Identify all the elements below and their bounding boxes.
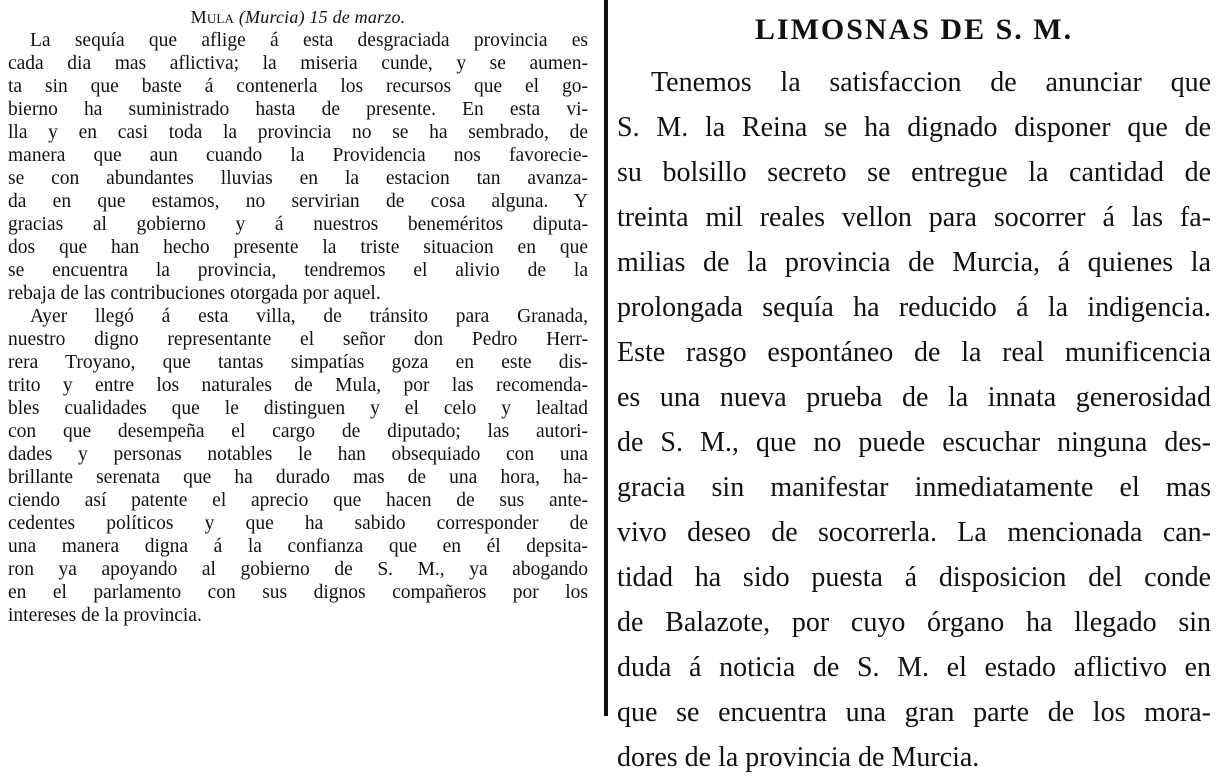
text-line: ta sin que baste á contenerla los recursos que el go-	[8, 76, 588, 97]
text-line: de S. M., que no puede escuchar ninguna des-	[617, 427, 1211, 458]
left-paragraph-1	[6, 29, 590, 305]
text-line: manera que aun cuando la Providencia nos favorecie-	[8, 145, 588, 166]
article-title: LIMOSNAS DE S. M.	[754, 13, 1074, 46]
left-paragraph-2	[6, 305, 590, 627]
text-line: en el parlamento con sus dignos compañeros por los	[8, 582, 588, 603]
text-line: La sequía que aflige á esta desgraciada provincia es	[30, 30, 588, 51]
text-line: cedentes políticos y que ha sabido corresponder de	[8, 513, 588, 534]
text-line: treinta mil reales vellon para socorrer á las fa-	[617, 202, 1211, 233]
text-line: lla y en casi toda la provincia no se ha sembrado, de	[8, 122, 588, 143]
column-rule	[604, 0, 608, 716]
text-line: Este rasgo espontáneo de la real munificencia	[617, 337, 1211, 368]
text-line: su bolsillo secreto se entregue la cantidad de	[617, 157, 1211, 188]
right-column	[617, 10, 1211, 773]
text-line: se con abundantes lluvias en la estacion tan avanza-	[8, 168, 588, 189]
text-line: bierno ha suministrado hasta de presente. En esta vi-	[8, 99, 588, 120]
text-line: prolongada sequía ha reducido á la indigencia.	[617, 292, 1211, 323]
text-line: dades y personas notables le han obsequiado con una	[8, 444, 588, 465]
text-line: Tenemos la satisfaccion de anunciar que	[651, 67, 1211, 98]
text-line: intereses de la provincia.	[8, 605, 202, 626]
text-line: ron ya apoyando al gobierno de S. M., ya abogando	[8, 559, 588, 580]
text-line: dos que han hecho presente la triste situacion en que	[8, 237, 588, 258]
text-line: que se encuentra una gran parte de los mora-	[617, 697, 1211, 728]
text-line: duda á noticia de S. M. el estado aflictivo en	[617, 652, 1211, 683]
dateline-rest: (Murcia) 15 de marzo.	[234, 7, 406, 27]
text-line: S. M. la Reina se ha dignado disponer que de	[617, 112, 1211, 143]
text-line: se encuentra la provincia, tendremos el alivio de la	[8, 260, 588, 281]
text-line: de Balazote, por cuyo órgano ha llegado sin	[617, 607, 1211, 638]
text-line: tidad ha sido puesta á disposicion del conde	[617, 562, 1211, 593]
right-paragraph	[617, 60, 1211, 780]
text-line: rera Troyano, que tantas simpatías goza en este dis-	[8, 352, 588, 373]
text-line: Ayer llegó á esta villa, de tránsito para Granada,	[30, 306, 588, 327]
text-line: ciendo así patente el aprecio que hacen de sus ante-	[8, 490, 588, 511]
text-line: es una nueva prueba de la innata generosidad	[617, 382, 1211, 413]
text-line: milias de la provincia de Murcia, á quienes la	[617, 247, 1211, 278]
text-line: brillante serenata que ha durado mas de una hora, ha-	[8, 467, 588, 488]
text-line: bles cualidades que le distinguen y el celo y lealtad	[8, 398, 588, 419]
text-line: vivo deseo de socorrerla. La mencionada can-	[617, 517, 1211, 548]
text-line: gracias al gobierno y á nuestros beneméritos diputa-	[8, 214, 588, 235]
text-line: da en que estamos, no servirian de cosa alguna. Y	[8, 191, 588, 212]
dateline-place: Mula	[190, 7, 235, 27]
text-line: cada dia mas aflictiva; la miseria cunde, y se aumen-	[8, 53, 588, 74]
text-line: trito y entre los naturales de Mula, por las recomenda-	[8, 375, 588, 396]
text-line: nuestro digno representante el señor don Pedro Herr-	[8, 329, 588, 350]
text-line: rebaja de las contribuciones otorgada por aquel.	[8, 283, 381, 304]
text-line: una manera digna á la confianza que en él depsita-	[8, 536, 588, 557]
text-line: con que desempeña el cargo de diputado; las autori-	[8, 421, 588, 442]
text-line: gracia sin manifestar inmediatamente el mas	[617, 472, 1211, 503]
left-column	[6, 6, 590, 712]
text-line: dores de la provincia de Murcia.	[617, 742, 980, 773]
dateline	[6, 6, 590, 28]
